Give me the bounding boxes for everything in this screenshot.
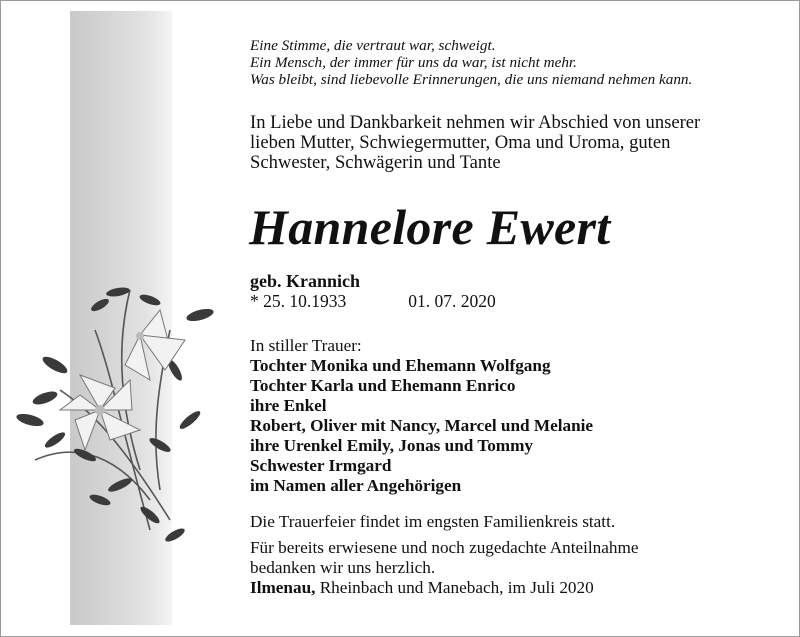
thanks-line: bedanken wir uns herzlich. <box>250 558 436 577</box>
death-date: 01. 07. 2020 <box>408 291 496 311</box>
funeral-info: Die Trauerfeier findet im engsten Familienkreis statt. <box>250 512 616 531</box>
mourner-line: ihre Urenkel Emily, Jonas und Tommy <box>250 436 534 455</box>
poem-line: Eine Stimme, die vertraut war, schweigt. <box>250 37 496 54</box>
farewell-intro <box>250 113 700 173</box>
mourner-line: im Namen aller Angehörigen <box>250 476 462 495</box>
mourners-list <box>250 336 593 496</box>
mourner-line: Schwester Irmgard <box>250 456 392 475</box>
mourner-line: ihre Enkel <box>250 396 327 415</box>
mourner-line: Robert, Oliver mit Nancy, Marcel und Melanie <box>250 416 594 435</box>
lily-flower-image <box>0 270 240 560</box>
place-bold: Ilmenau, <box>250 578 316 597</box>
birth-date: * 25. 10.1933 <box>250 291 347 311</box>
place-rest: Rheinbach und Manebach, im Juli 2020 <box>315 578 594 597</box>
funeral-notes <box>250 512 639 598</box>
poem-line: Ein Mensch, der immer für uns da war, ist nicht mehr. <box>250 54 577 71</box>
thanks-line: Für bereits erwiesene und noch zugedachte Anteilnahme <box>250 538 639 557</box>
intro-line: In Liebe und Dankbarkeit nehmen wir Abschied von unserer <box>250 112 701 133</box>
poem-line: Was bleibt, sind liebevolle Erinnerungen, die uns niemand nehmen kann. <box>250 71 693 88</box>
intro-line: lieben Mutter, Schwiegermutter, Oma und Uroma, guten <box>250 132 671 153</box>
life-dates <box>250 291 496 312</box>
mourners-label: In stiller Trauer: <box>250 336 362 355</box>
maiden-name: geb. Krannich <box>250 271 361 291</box>
intro-line: Schwester, Schwägerin und Tante <box>250 152 501 173</box>
mourner-line: Tochter Karla und Ehemann Enrico <box>250 376 516 395</box>
deceased-name: Hannelore Ewert <box>249 199 611 255</box>
mourner-line: Tochter Monika und Ehemann Wolfgang <box>250 356 551 375</box>
place-and-date <box>250 578 639 598</box>
memorial-poem <box>250 37 692 88</box>
